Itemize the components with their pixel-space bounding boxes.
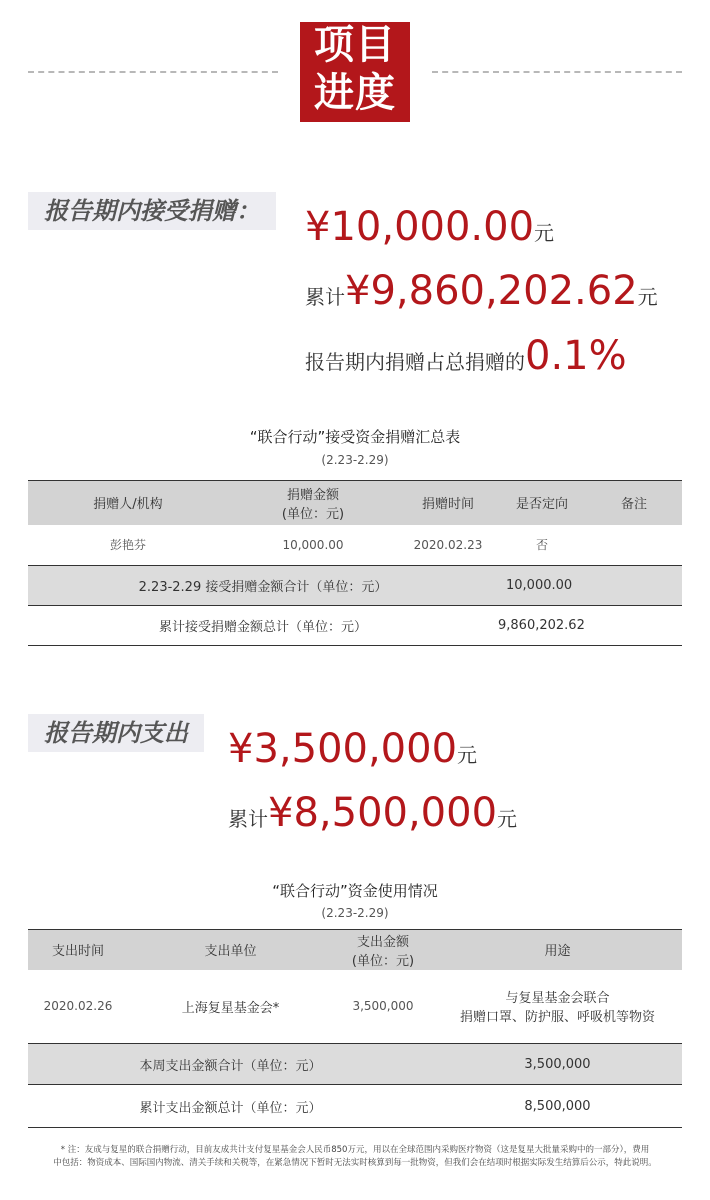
week-total-value: 3,500,000 (524, 1056, 591, 1072)
expense-cumulative-total-row (28, 1085, 682, 1128)
page-title-line1: 项目 (314, 22, 396, 68)
header-expense-amount-line1: 支出金额 (356, 934, 409, 950)
header-directed: 是否定向 (515, 497, 568, 513)
expense-cumulative-total-value: 8,500,000 (524, 1098, 591, 1114)
header-divider-right (432, 71, 682, 73)
time-cell: 2020.02.23 (413, 537, 483, 552)
donation-amount-line (305, 204, 554, 250)
footnote (40, 1144, 670, 1170)
period-total-value: 10,000.00 (506, 578, 573, 593)
header-expense-time: 支出时间 (51, 944, 104, 960)
donation-cumulative-line (305, 268, 658, 314)
donation-ratio-line (305, 333, 627, 379)
expense-cumulative-unit: 元 (497, 807, 518, 831)
donation-cumulative-unit: 元 (637, 285, 658, 309)
donation-label: 报告期内接受捐赠： (28, 192, 276, 230)
expense-table-period: (2.23-2.29) (321, 906, 389, 920)
expense-cumulative-prefix: 累计 (228, 807, 268, 831)
footnote-line2: 中包括：物资成本、国际国内物流、清关手续和关税等，在紧急情况下暂时无法实时核算到每一批物资，但我们会在结项时根据实际发生结算后公示，特此说明。 (53, 1158, 657, 1168)
donation-table (28, 480, 682, 646)
donation-cumulative-prefix: 累计 (305, 285, 345, 309)
directed-cell: 否 (535, 538, 548, 553)
expense-cumulative-line (228, 790, 517, 836)
expense-label: 报告期内支出 (28, 714, 204, 752)
remark-cell (586, 525, 682, 566)
expense-usage-cell (433, 970, 682, 1044)
expense-table (28, 929, 682, 1128)
donation-table-header (28, 481, 682, 525)
donation-ratio-value: 0.1% (525, 333, 627, 379)
donation-cumulative-amount: ¥9,860,202.62 (345, 268, 638, 314)
expense-cumulative-total-label: 累计支出金额总计（单位：元） (139, 1100, 322, 1116)
expense-amount-cell: 3,500,000 (352, 999, 414, 1014)
table-row (28, 525, 682, 566)
header-divider-left (28, 71, 278, 73)
expense-table-header (28, 930, 682, 970)
header-expense-amount-line2: (单位：元) (351, 953, 415, 969)
expense-cumulative-amount: ¥8,500,000 (268, 790, 498, 836)
expense-amount: ¥3,500,000 (228, 726, 458, 772)
donation-table-period: (2.23-2.29) (321, 453, 389, 467)
amount-cell: 10,000.00 (282, 537, 344, 552)
cumulative-total-row (28, 606, 682, 646)
donation-unit: 元 (534, 221, 555, 245)
cumulative-total-label: 累计接受捐赠金额总计（单位：元） (158, 620, 367, 635)
donation-table-title: “联合行动”接受资金捐赠汇总表 (249, 428, 461, 446)
table-row (28, 970, 682, 1044)
header-amount-line2: (单位：元) (281, 506, 345, 522)
week-total-label: 本周支出金额合计（单位：元） (139, 1058, 322, 1074)
expense-unit: 元 (457, 743, 478, 767)
header-donor: 捐赠人/机构 (93, 497, 163, 513)
page-title (300, 22, 410, 122)
expense-usage-line1: 与复星基金会联合 (505, 991, 610, 1007)
header-expense-usage: 用途 (544, 944, 571, 960)
header-time: 捐赠时间 (421, 497, 474, 513)
expense-table-title: “联合行动”资金使用情况 (272, 882, 438, 900)
header-remark: 备注 (620, 497, 647, 513)
period-total-row (28, 566, 682, 606)
period-total-label: 2.23-2.29 接受捐赠金额合计（单位：元） (138, 580, 388, 595)
page-title-line2: 进度 (314, 70, 396, 116)
expense-time-cell: 2020.02.26 (43, 999, 113, 1014)
donation-amount: ¥10,000.00 (305, 204, 535, 250)
donor-cell: 彭艳芬 (109, 538, 146, 553)
week-total-row (28, 1044, 682, 1085)
expense-usage-line2: 捐赠口罩、防护服、呼吸机等物资 (459, 1010, 655, 1026)
header-expense-unit: 支出单位 (204, 944, 257, 960)
donation-ratio-prefix: 报告期内捐赠占总捐赠的 (305, 350, 525, 374)
header-expense-amount (333, 930, 433, 970)
header-amount (228, 481, 398, 525)
header-amount-line1: 捐赠金额 (286, 487, 339, 503)
expense-unit-cell: 上海复星基金会* (181, 1000, 280, 1016)
footnote-line1: * 注：友成与复星的联合捐赠行动，目前友成共计支付复星基金会人民币850万元，用以在全球范围内采购医疗物资（这是复星大批量采购中的一部分），费用 (60, 1145, 650, 1155)
cumulative-total-value: 9,860,202.62 (498, 618, 585, 633)
expense-amount-line (228, 726, 477, 772)
